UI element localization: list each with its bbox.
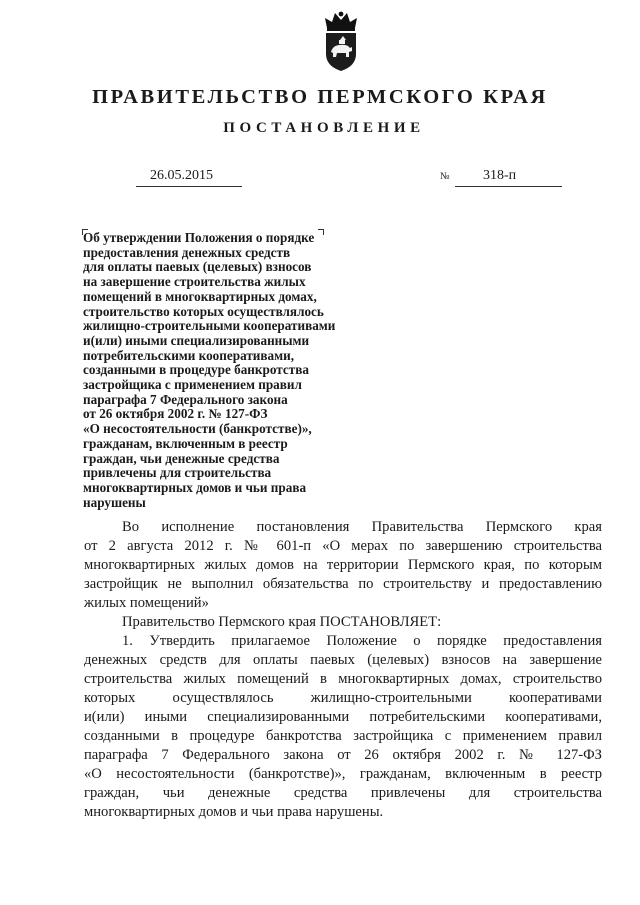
- body-line: граждан, чьи денежные средства привлечены для строительства: [84, 785, 602, 801]
- number-field: [455, 168, 562, 187]
- paragraph-item-1: [84, 632, 602, 822]
- subject-line: застройщика с применением правил: [83, 377, 302, 393]
- subject-line: от 26 октября 2002 г. № 127-ФЗ: [83, 406, 268, 422]
- date-field: [136, 168, 242, 187]
- subject-line: привлечены для строительства: [83, 465, 272, 481]
- body-line: параграфа 7 Федерального закона от 26 октября 2002 г. № 127-ФЗ: [84, 747, 602, 763]
- subject-line: параграфа 7 Федерального закона: [83, 391, 288, 407]
- paragraph-preamble: [84, 518, 602, 613]
- subject-line: граждан, чьи денежные средства: [83, 450, 280, 466]
- subject-line: помещений в многоквартирных домах,: [83, 288, 317, 304]
- document-type: ПОСТАНОВЛЕНИЕ: [223, 120, 425, 136]
- subject-line: нарушены: [83, 494, 146, 510]
- body-line: строительства жилых помещений в многоквартирных домах, строительство: [84, 671, 602, 687]
- body-line: от 2 августа 2012 г. № 601-п «О мерах по завершению строительства: [84, 538, 602, 554]
- subject-line: жилищно-строительными кооперативами: [83, 318, 336, 334]
- document-date: 26.05.2015: [150, 168, 213, 183]
- subject-line: многоквартирных домов и чьи права: [83, 479, 307, 495]
- body-line: созданными в процедуре банкротства застройщика с применением правил: [84, 728, 602, 744]
- body-line: «О несостоятельности (банкротстве)», гражданам, включенным в реестр: [84, 766, 602, 782]
- document-subject: [83, 231, 383, 510]
- subject-line: предоставления денежных средств: [83, 244, 291, 260]
- body-line: и(или) иными специализированными потребительскими кооперативами,: [84, 709, 602, 725]
- subject-line: для оплаты паевых (целевых) взносов: [83, 259, 312, 275]
- subject-line: гражданам, включенным в реестр: [83, 435, 288, 451]
- subject-line: и(или) иными специализированными: [83, 332, 310, 348]
- subject-line: «О несостоятельности (банкротстве)»,: [83, 421, 312, 437]
- paragraph-resolves: Правительство Пермского края ПОСТАНОВЛЯЕТ:: [122, 614, 442, 630]
- subject-line: Об утверждении Положения о порядке: [83, 230, 315, 245]
- body-line: многоквартирных домов и чьи права нарушены.: [84, 804, 384, 820]
- body-line: которых осуществлялось жилищно-строительными кооперативами: [84, 690, 602, 706]
- subject-line: на завершение строительства жилых: [83, 274, 306, 290]
- body-line: Во исполнение постановления Правительства Пермского края: [122, 519, 602, 535]
- coat-of-arms-emblem: [321, 10, 361, 72]
- body-line: застройщик не выполнил обязательства по строительству и предоставлению: [84, 576, 602, 592]
- body-line: многоквартирных жилых домов на территории Пермского края, по которым: [84, 557, 602, 573]
- body-line: 1. Утвердить прилагаемое Положение о порядке предоставления: [122, 633, 602, 649]
- government-title: ПРАВИТЕЛЬСТВО ПЕРМСКОГО КРАЯ: [92, 86, 548, 108]
- subject-line: созданными в процедуре банкротства: [83, 362, 309, 378]
- document-body: [84, 518, 602, 822]
- subject-line: строительство которых осуществлялось: [83, 303, 324, 319]
- document-number: 318-п: [483, 168, 517, 183]
- body-line: жилых помещений»: [84, 595, 209, 611]
- number-label: №: [440, 171, 450, 182]
- body-line: денежных средств для оплаты паевых (целевых) взносов на завершение: [84, 652, 602, 668]
- subject-line: потребительскими кооперативами,: [83, 347, 294, 363]
